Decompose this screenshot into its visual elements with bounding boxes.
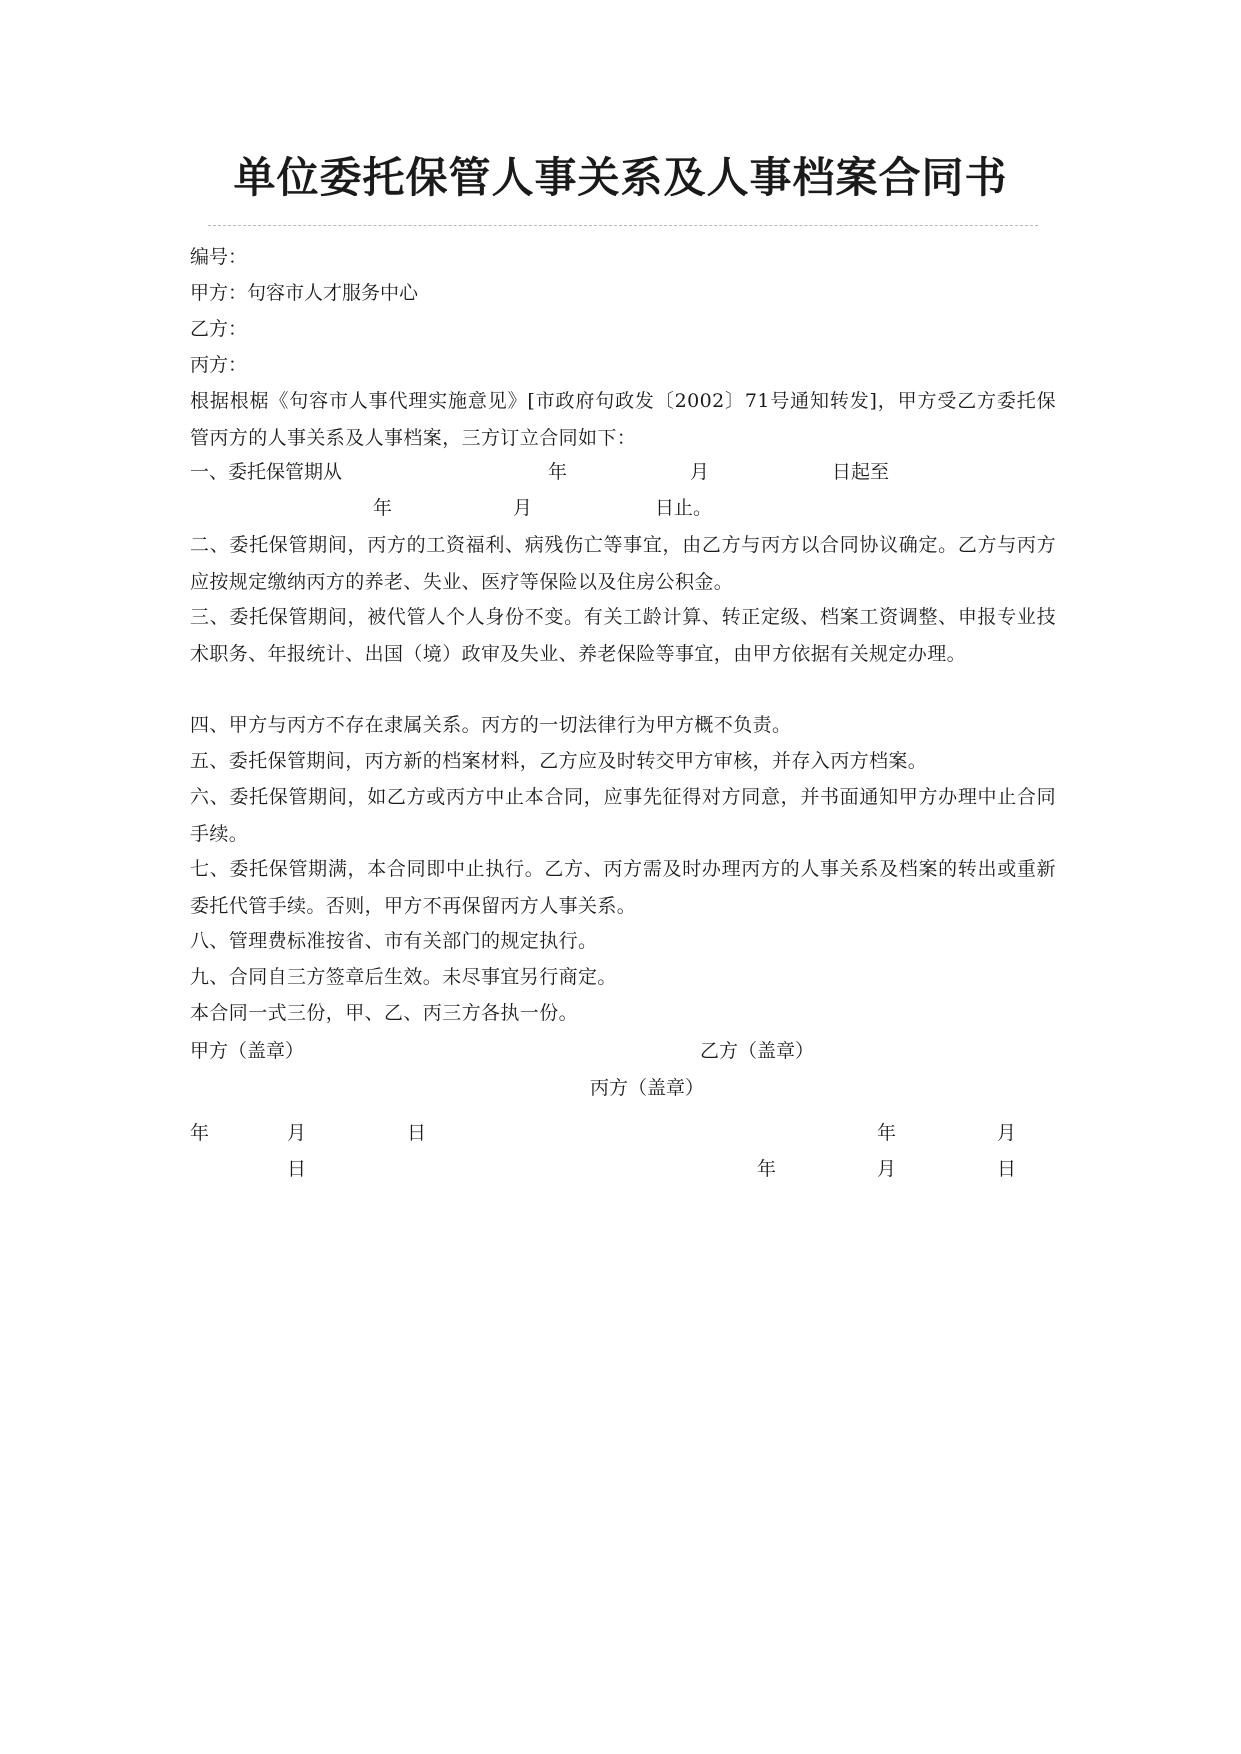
clause-1-year: 年 <box>548 461 568 483</box>
party-b-seal: 乙方（盖章） <box>700 1040 815 1062</box>
party-b-field: 乙方： <box>190 318 248 340</box>
party-c-field: 丙方： <box>190 354 248 376</box>
date-b-year: 年 <box>877 1122 897 1144</box>
title-divider <box>208 225 1038 226</box>
date-b-day: 日 <box>287 1158 307 1180</box>
clause-8: 八、管理费标准按省、市有关部门的规定执行。 <box>190 930 598 952</box>
clause-5: 五、委托保管期间，丙方新的档案材料，乙方应及时转交甲方审核，并存入丙方档案。 <box>190 750 928 772</box>
date-c-year: 年 <box>757 1158 777 1180</box>
clause-1-day-from: 日起至 <box>832 461 890 483</box>
clause-1-month-end: 月 <box>513 497 533 519</box>
clause-1-prefix: 一、委托保管期从 <box>190 461 343 483</box>
document-title: 单位委托保管人事关系及人事档案合同书 <box>233 153 1008 202</box>
date-a-day: 日 <box>407 1122 427 1144</box>
clause-6: 六、委托保管期间，如乙方或丙方中止本合同，应事先征得对方同意，并书面通知甲方办理中止合同手续。 <box>190 786 1056 845</box>
clause-1-month: 月 <box>690 461 710 483</box>
clause-4: 四、甲方与丙方不存在隶属关系。丙方的一切法律行为甲方概不负责。 <box>190 714 792 736</box>
clause-9: 九、合同自三方签章后生效。未尽事宜另行商定。 <box>190 966 617 988</box>
party-c-seal: 丙方（盖章） <box>590 1077 705 1099</box>
copies-statement: 本合同一式三份，甲、乙、丙三方各执一份。 <box>190 1002 579 1024</box>
party-a-seal: 甲方（盖章） <box>190 1040 305 1062</box>
clause-7: 七、委托保管期满，本合同即中止执行。乙方、丙方需及时办理丙方的人事关系及档案的转出或重新委托代管手续。否则，甲方不再保留丙方人事关系。 <box>190 858 1056 917</box>
intro-paragraph: 根据根椐《句容市人事代理实施意见》[市政府句政发〔2002〕71号通知转发]，甲方受乙方委托保管丙方的人事关系及人事档案，三方订立合同如下： <box>190 390 1056 449</box>
clause-1-year-end: 年 <box>373 497 393 519</box>
clause-2: 二、委托保管期间，丙方的工资福利、病残伤亡等事宜，由乙方与丙方以合同协议确定。乙方与丙方应按规定缴纳丙方的养老、失业、医疗等保险以及住房公积金。 <box>190 534 1056 593</box>
date-c-month: 月 <box>877 1158 897 1180</box>
clause-3: 三、委托保管期间，被代管人个人身份不变。有关工龄计算、转正定级、档案工资调整、申报专业技术职务、年报统计、出国（境）政审及失业、养老保险等事宜，由甲方依据有关规定办理。 <box>190 606 1056 665</box>
party-a-field: 甲方：句容市人才服务中心 <box>190 282 419 304</box>
date-a-month: 月 <box>287 1122 307 1144</box>
date-b-month: 月 <box>997 1122 1017 1144</box>
contract-number-field: 编号： <box>190 246 248 268</box>
clause-1-day-end: 日止。 <box>655 497 713 519</box>
date-c-day: 日 <box>997 1158 1017 1180</box>
date-a-year: 年 <box>190 1122 210 1144</box>
